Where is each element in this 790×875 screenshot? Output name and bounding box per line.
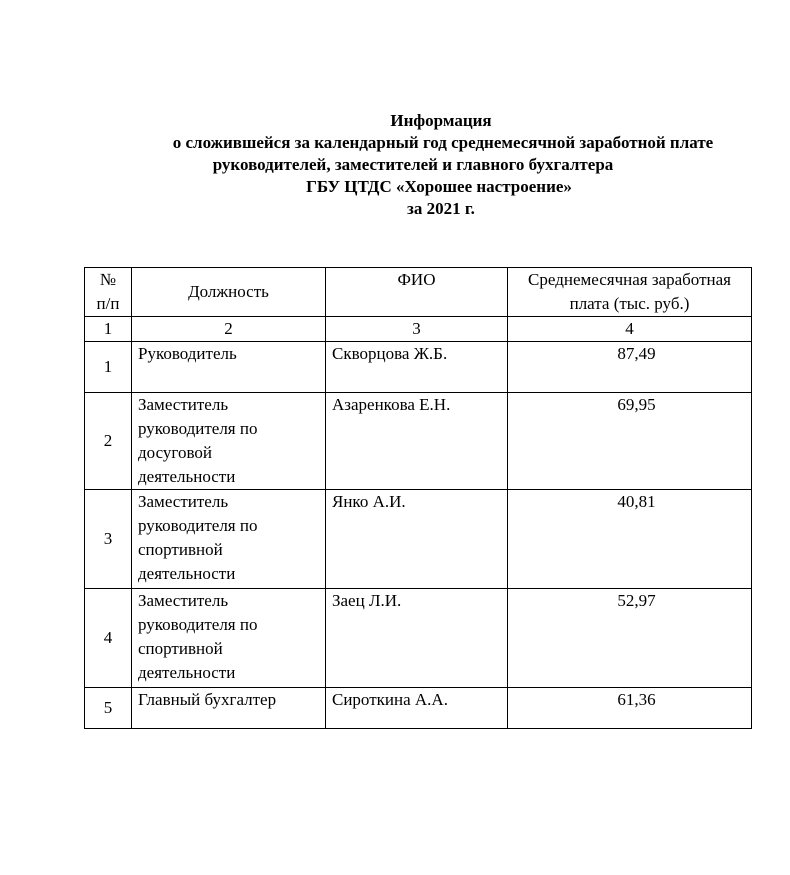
row-number: 2 <box>85 393 132 490</box>
row-position <box>132 342 326 393</box>
row-number: 5 <box>85 688 132 729</box>
header-salary-line-2: плата (тыс. руб.) <box>569 294 690 313</box>
heading-title: Информация <box>390 111 492 130</box>
row-salary: 40,81 <box>508 490 752 589</box>
table-header-row <box>85 268 752 317</box>
salary-table <box>84 267 752 729</box>
header-fio: ФИО <box>326 268 508 317</box>
position-line: спортивной <box>138 540 223 559</box>
row-salary: 52,97 <box>508 589 752 688</box>
heading-subtitle-line-1: о сложившейся за календарный год среднемесячной заработной плате <box>172 133 714 152</box>
row-position <box>132 490 326 589</box>
row-salary: 61,36 <box>508 688 752 729</box>
position-line: руководителя по <box>138 516 258 535</box>
column-number-cell: 4 <box>508 317 752 342</box>
row-fio: Заец Л.И. <box>326 589 508 688</box>
row-number: 3 <box>85 490 132 589</box>
row-position <box>132 688 326 729</box>
header-number <box>85 268 132 317</box>
row-salary: 87,49 <box>508 342 752 393</box>
position-line: руководителя по <box>138 615 258 634</box>
row-position <box>132 589 326 688</box>
column-number-row <box>85 317 752 342</box>
header-salary <box>508 268 752 317</box>
header-number-abbr: п/п <box>96 294 120 313</box>
header-salary-line-1: Среднемесячная заработная <box>528 270 731 289</box>
heading-organization: ГБУ ЦТДС «Хорошее настроение» <box>306 177 572 196</box>
row-number: 4 <box>85 589 132 688</box>
column-number-cell: 1 <box>85 317 132 342</box>
position-line: досуговой <box>138 443 212 462</box>
position-line: деятельности <box>138 467 236 486</box>
position-line: спортивной <box>138 639 223 658</box>
header-number-symbol: № <box>99 270 117 289</box>
row-position <box>132 393 326 490</box>
position-line: Главный бухгалтер <box>138 690 277 709</box>
header-position: Должность <box>132 268 326 317</box>
table-row <box>85 393 752 490</box>
row-fio: Сироткина А.А. <box>326 688 508 729</box>
position-line: Руководитель <box>138 344 237 363</box>
table-row <box>85 589 752 688</box>
row-fio: Янко А.И. <box>326 490 508 589</box>
row-salary: 69,95 <box>508 393 752 490</box>
heading-year: за 2021 г. <box>407 199 475 218</box>
position-line: Заместитель <box>138 591 229 610</box>
column-number-cell: 3 <box>326 317 508 342</box>
row-fio: Скворцова Ж.Б. <box>326 342 508 393</box>
table-row <box>85 342 752 393</box>
position-line: деятельности <box>138 564 236 583</box>
position-line: Заместитель <box>138 395 229 414</box>
row-number: 1 <box>85 342 132 393</box>
document-heading <box>0 110 790 220</box>
column-number-cell: 2 <box>132 317 326 342</box>
position-line: Заместитель <box>138 492 229 511</box>
heading-subtitle-line-2: руководителей, заместителей и главного бухгалтера <box>212 155 614 174</box>
position-line: деятельности <box>138 663 236 682</box>
position-line: руководителя по <box>138 419 258 438</box>
row-fio: Азаренкова Е.Н. <box>326 393 508 490</box>
table-row <box>85 490 752 589</box>
table-row <box>85 688 752 729</box>
